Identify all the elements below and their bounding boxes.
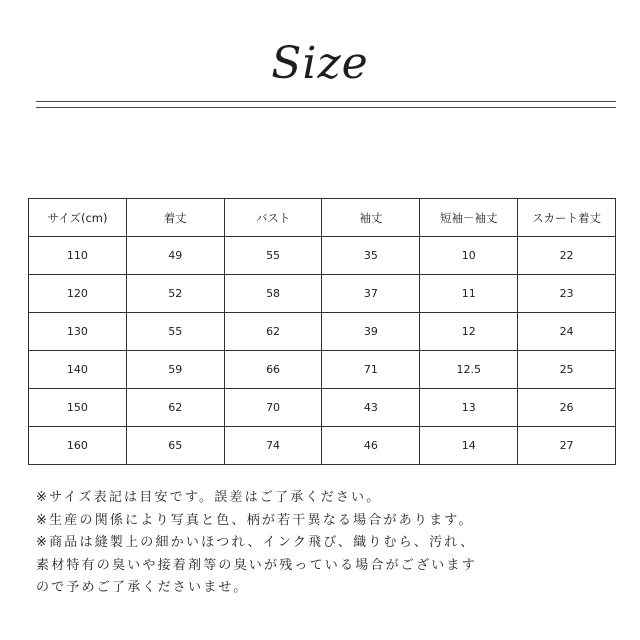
table-cell: 160 [29,427,127,465]
table-cell: 65 [126,427,224,465]
divider-line-top [36,101,616,102]
page-title: Size [271,38,369,89]
table-cell: 39 [322,313,420,351]
table-cell: 55 [224,237,322,275]
table-row [29,313,616,351]
header-cell-skirt-length: スカート着丈 [518,199,616,237]
table-cell: 71 [322,351,420,389]
table-cell: 150 [29,389,127,427]
note-line: ※商品は縫製上の細かいほつれ、インク飛び、織りむら、汚れ、 [36,535,476,550]
table-cell: 26 [518,389,616,427]
table-cell: 62 [224,313,322,351]
table-header-row [29,199,616,237]
header-cell-bust: バスト [224,199,322,237]
table-cell: 55 [126,313,224,351]
table-cell: 59 [126,351,224,389]
table-cell: 13 [420,389,518,427]
table-cell: 11 [420,275,518,313]
table-cell: 66 [224,351,322,389]
table-cell: 23 [518,275,616,313]
header-cell-size: サイズ(cm) [29,199,127,237]
table-cell: 46 [322,427,420,465]
table-cell: 62 [126,389,224,427]
header-cell-length: 着丈 [126,199,224,237]
table-cell: 130 [29,313,127,351]
table-cell: 14 [420,427,518,465]
table-cell: 24 [518,313,616,351]
note-line: ※生産の関係により写真と色、柄が若干異なる場合があります。 [36,512,474,528]
table-cell: 140 [29,351,127,389]
table-cell: 52 [126,275,224,313]
table-cell: 58 [224,275,322,313]
header-cell-short-sleeve: 短袖－袖丈 [420,199,518,237]
table-row [29,351,616,389]
table-row [29,389,616,427]
size-table [28,198,616,465]
note-line: ※サイズ表記は目安です。誤差はご了承ください。 [36,490,382,505]
notes-block [36,487,626,600]
table-cell: 74 [224,427,322,465]
table-cell: 22 [518,237,616,275]
table-row [29,427,616,465]
table-cell: 10 [420,237,518,275]
table-cell: 27 [518,427,616,465]
table-cell: 43 [322,389,420,427]
table-cell: 49 [126,237,224,275]
table-cell: 12 [420,313,518,351]
header-cell-sleeve: 袖丈 [322,199,420,237]
table-cell: 12.5 [420,351,518,389]
table-cell: 120 [29,275,127,313]
table-cell: 25 [518,351,616,389]
table-cell: 110 [29,237,127,275]
table-cell: 70 [224,389,322,427]
note-line: 素材特有の臭いや接着剤等の臭いが残っている場合がございます [36,557,477,573]
note-line: ので予めご了承くださいませ。 [36,580,249,595]
table-row [29,275,616,313]
table-row [29,237,616,275]
table-cell: 35 [322,237,420,275]
divider-line-bottom [36,107,616,108]
table-cell: 37 [322,275,420,313]
